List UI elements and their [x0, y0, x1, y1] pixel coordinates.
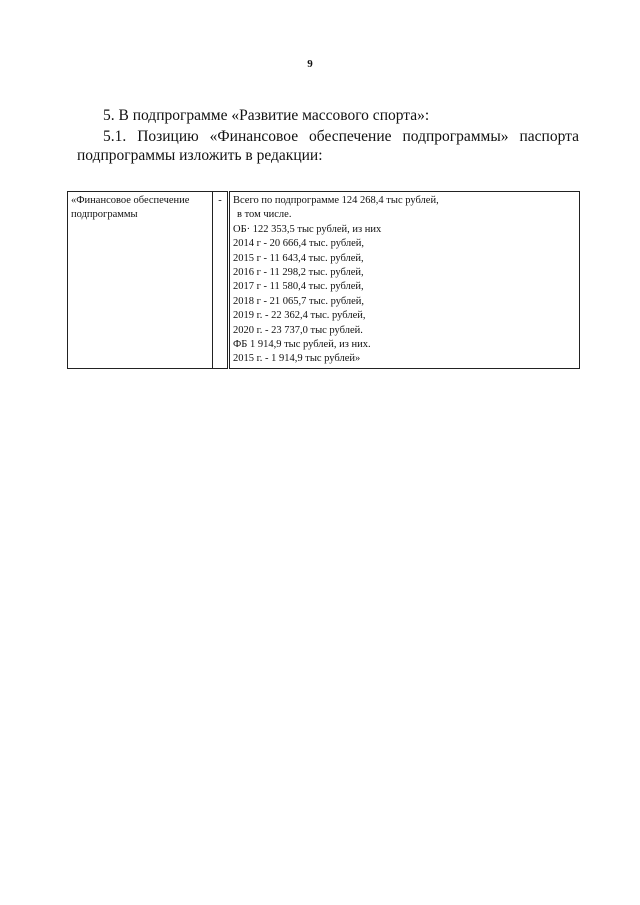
section-heading: 5. В подпрограмме «Развитие массового спорта»:	[103, 107, 430, 124]
paragraph-word: «Финансовое	[209, 128, 299, 145]
content-line: 2017 г - 11 580,4 тыс. рублей,	[233, 281, 364, 293]
content-line: 2020 г. - 23 737,0 тыс рублей.	[233, 324, 363, 336]
paragraph-word: Позицию	[137, 128, 199, 145]
table-row	[68, 192, 580, 369]
paragraph-word: 5.1.	[103, 128, 127, 145]
financing-table	[67, 191, 580, 369]
content-line: 2014 г - 20 666,4 тыс. рублей,	[233, 238, 365, 250]
label-line: «Финансовое обеспечение	[71, 195, 190, 206]
table-label-cell	[68, 192, 213, 369]
content-line: 2016 г - 11 298,2 тыс. рублей,	[233, 267, 364, 279]
content-line: 2015 г - 11 643,4 тыс. рублей,	[233, 252, 364, 264]
label-line: подпрограммы	[71, 209, 138, 221]
paragraph-word: подпрограммы»	[402, 128, 509, 145]
content-line: Всего по подпрограмме 124 268,4 тыс рублей,	[233, 195, 439, 206]
content-line: 2019 г. - 22 362,4 тыс. рублей,	[233, 310, 366, 322]
paragraph-word: обеспечение	[309, 128, 392, 145]
content-line: ФБ 1 914,9 тыс рублей, из них.	[233, 339, 371, 351]
content-line: в том числе.	[237, 209, 292, 221]
content-line: ОБ· 122 353,5 тыс рублей, из них	[233, 223, 382, 235]
content-line: 2015 г. - 1 914,9 тыс рублей»	[233, 353, 361, 365]
paragraph-continuation: подпрограммы изложить в редакции:	[77, 147, 323, 164]
page-number: 9	[307, 58, 313, 70]
table-content-cell	[229, 192, 580, 369]
paragraph-5-1	[77, 127, 579, 165]
table-dash-cell: -	[213, 192, 229, 369]
paragraph-word: паспорта	[519, 128, 579, 145]
content-line: 2018 г - 21 065,7 тыс. рублей,	[233, 295, 365, 307]
paragraph-first-line	[77, 127, 579, 146]
